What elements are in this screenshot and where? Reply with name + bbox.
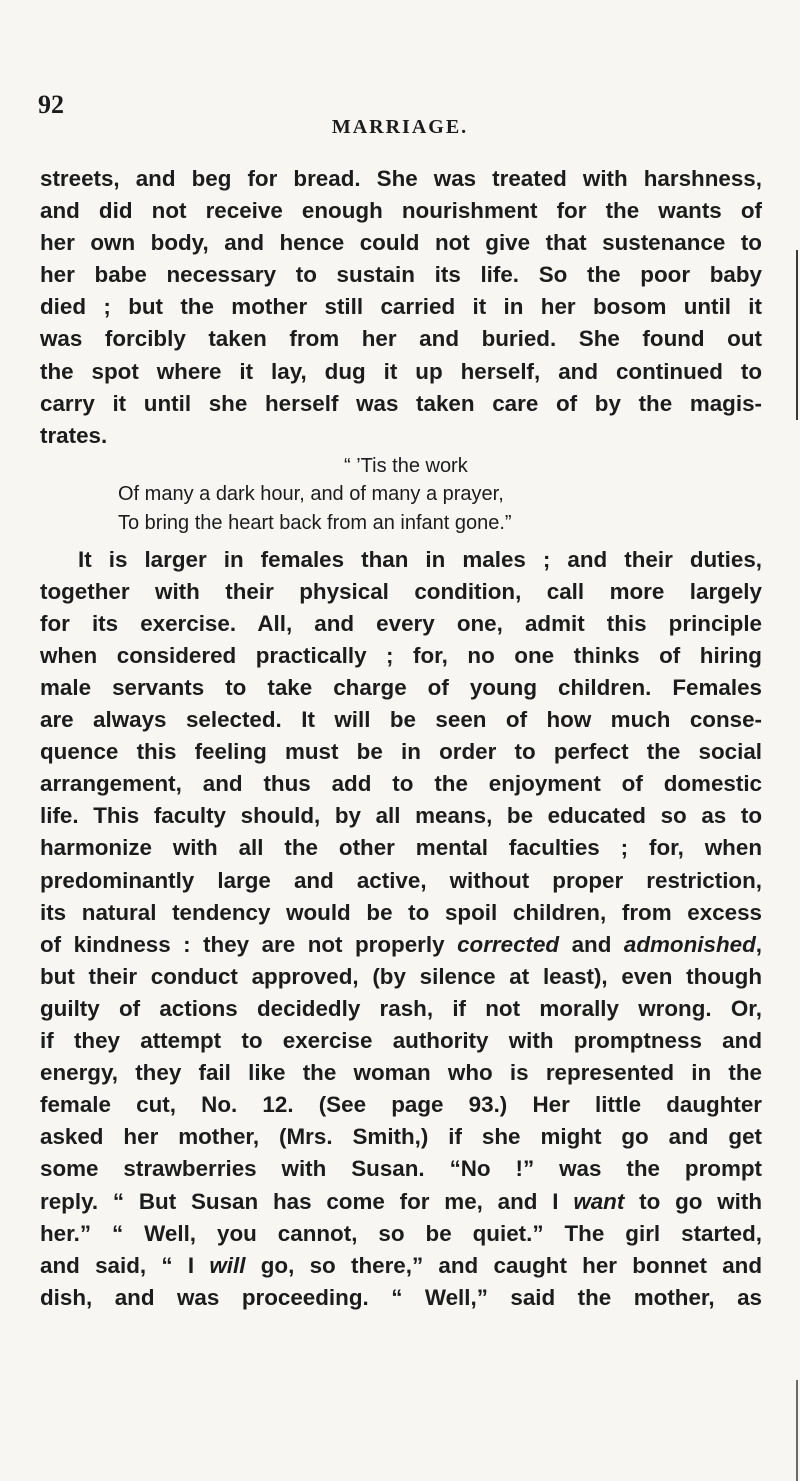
text-line: but their conduct approved, (by silence at least), even though: [40, 963, 762, 989]
body-text: [40, 163, 762, 1314]
text-line: life. This faculty should, by all means, be educated so as to: [40, 803, 762, 829]
text-line: streets, and beg for bread. She was treated with harshness,: [40, 166, 762, 191]
text-line: her babe necessary to sustain its life. So the poor baby: [40, 262, 762, 288]
italic-word: will: [209, 1252, 246, 1278]
italic-word: admonished: [623, 931, 756, 957]
text-line-italic: [40, 1186, 762, 1218]
italic-word: want: [573, 1188, 625, 1214]
text-line: trates.: [40, 422, 108, 448]
text-line: was forcibly taken from her and buried. She found out: [40, 326, 762, 352]
text-line: her own body, and hence could not give that sustenance to: [40, 230, 762, 256]
text-line: carry it until she herself was taken care of by the magis-: [40, 390, 762, 416]
text-line: male servants to take charge of young children. Females: [40, 675, 762, 700]
poem-line: Of many a dark hour, and of many a prayer,: [118, 483, 504, 506]
text-line: female cut, No. 12. (See page 93.) Her little daughter: [40, 1092, 762, 1118]
scan-edge-mark: [796, 1380, 798, 1481]
text-segment: ,: [755, 931, 762, 957]
text-line: died ; but the mother still carried it in her bosom until it: [40, 294, 762, 320]
text-line: when considered practically ; for, no one thinks of hiring: [40, 642, 762, 668]
text-segment: to go with: [624, 1188, 762, 1214]
text-line: predominantly large and active, without proper restriction,: [40, 867, 762, 893]
text-line: and did not receive enough nourishment for the wants of: [40, 198, 762, 224]
paragraph-continuation: [40, 163, 762, 452]
text-line: her.” “ Well, you cannot, so be quiet.” The girl started,: [40, 1220, 762, 1246]
text-segment: of kindness : they are not properly: [40, 931, 458, 957]
text-segment: reply. “ But Susan has come for me, and I: [40, 1188, 574, 1214]
text-line: dish, and was proceeding. “ Well,” said the mother, as: [40, 1284, 762, 1310]
text-line: if they attempt to exercise authority with promptness and: [40, 1028, 762, 1054]
text-segment: go, so there,” and caught her bonnet and: [245, 1252, 762, 1278]
text-line: some strawberries with Susan. “No !” was the prompt: [40, 1156, 762, 1182]
paragraph-main: [40, 544, 762, 1314]
page-number: 92: [38, 90, 64, 119]
text-line: the spot where it lay, dug it up herself, and continued to: [40, 358, 762, 384]
running-head: MARRIAGE.: [331, 116, 469, 138]
text-line-italic: [40, 929, 762, 961]
text-line: asked her mother, (Mrs. Smith,) if she might go and get: [40, 1124, 762, 1150]
text-line: harmonize with all the other mental faculties ; for, when: [40, 835, 762, 861]
text-line: arrangement, and thus add to the enjoyment of domestic: [40, 771, 762, 797]
text-line: for its exercise. All, and every one, admit this principle: [40, 610, 762, 636]
poem-quotation: [40, 452, 762, 538]
italic-word: corrected: [457, 931, 560, 957]
text-segment: and: [559, 931, 624, 957]
text-line: its natural tendency would be to spoil children, from excess: [40, 899, 762, 925]
text-line: It is larger in females than in males ; and their duties,: [78, 546, 762, 572]
text-line: quence this feeling must be in order to perfect the social: [40, 739, 762, 765]
text-line: energy, they fail like the woman who is represented in the: [40, 1060, 762, 1086]
text-segment: and said, “ I: [40, 1252, 210, 1278]
scan-edge-mark: [796, 250, 798, 420]
text-line: are always selected. It will be seen of how much conse-: [40, 707, 762, 733]
text-line-italic: [40, 1250, 762, 1282]
text-line: together with their physical condition, call more largely: [40, 578, 762, 604]
poem-line: To bring the heart back from an infant gone.”: [118, 512, 512, 535]
poem-line: “ ’Tis the work: [344, 454, 468, 477]
text-line: guilty of actions decidedly rash, if not morally wrong. Or,: [40, 995, 762, 1021]
